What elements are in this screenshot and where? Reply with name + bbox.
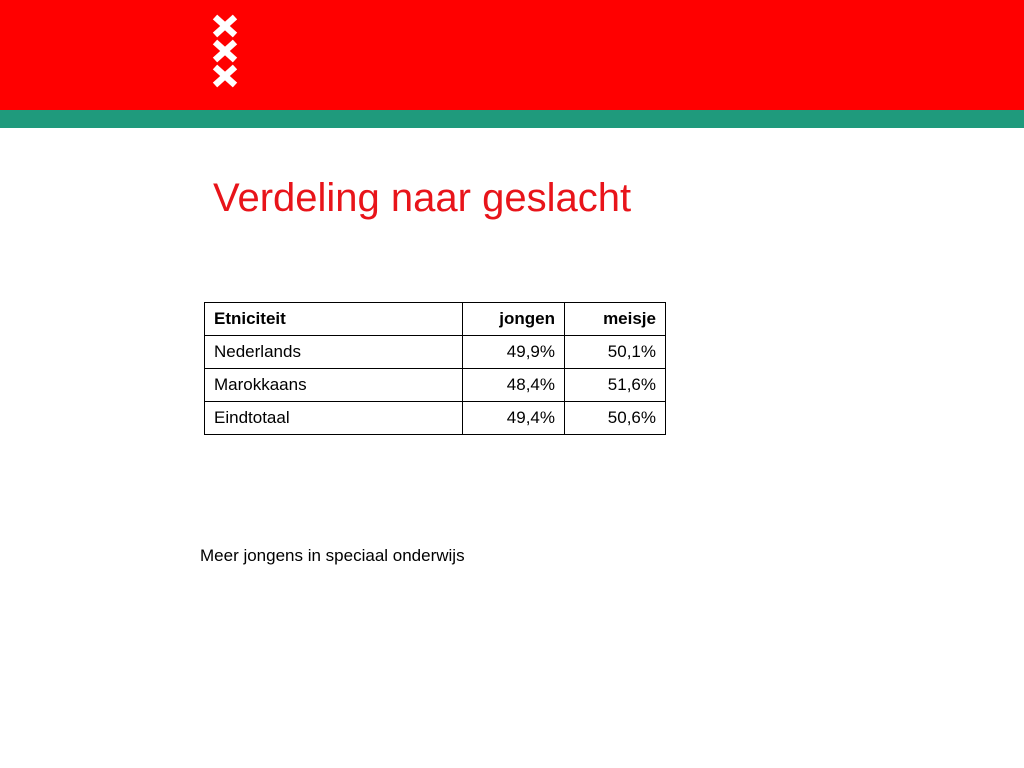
cell-meisje: 51,6%	[565, 369, 666, 402]
header-meisje: meisje	[565, 303, 666, 336]
amsterdam-crosses-icon	[212, 12, 238, 90]
table-row	[205, 336, 666, 369]
cell-etniciteit: Eindtotaal	[205, 402, 463, 435]
cell-etniciteit: Nederlands	[205, 336, 463, 369]
header-bar	[0, 0, 1024, 110]
header-stripe	[0, 110, 1024, 128]
header-etniciteit: Etniciteit	[205, 303, 463, 336]
gender-distribution-table	[204, 302, 666, 435]
table-row	[205, 369, 666, 402]
cell-jongen: 49,9%	[463, 336, 565, 369]
cell-etniciteit: Marokkaans	[205, 369, 463, 402]
cell-jongen: 48,4%	[463, 369, 565, 402]
table-header-row	[205, 303, 666, 336]
cell-jongen: 49,4%	[463, 402, 565, 435]
cell-meisje: 50,6%	[565, 402, 666, 435]
header-jongen: jongen	[463, 303, 565, 336]
footnote-text: Meer jongens in speciaal onderwijs	[200, 546, 465, 565]
slide-title: Verdeling naar geslacht	[213, 176, 632, 220]
table-row	[205, 402, 666, 435]
cell-meisje: 50,1%	[565, 336, 666, 369]
